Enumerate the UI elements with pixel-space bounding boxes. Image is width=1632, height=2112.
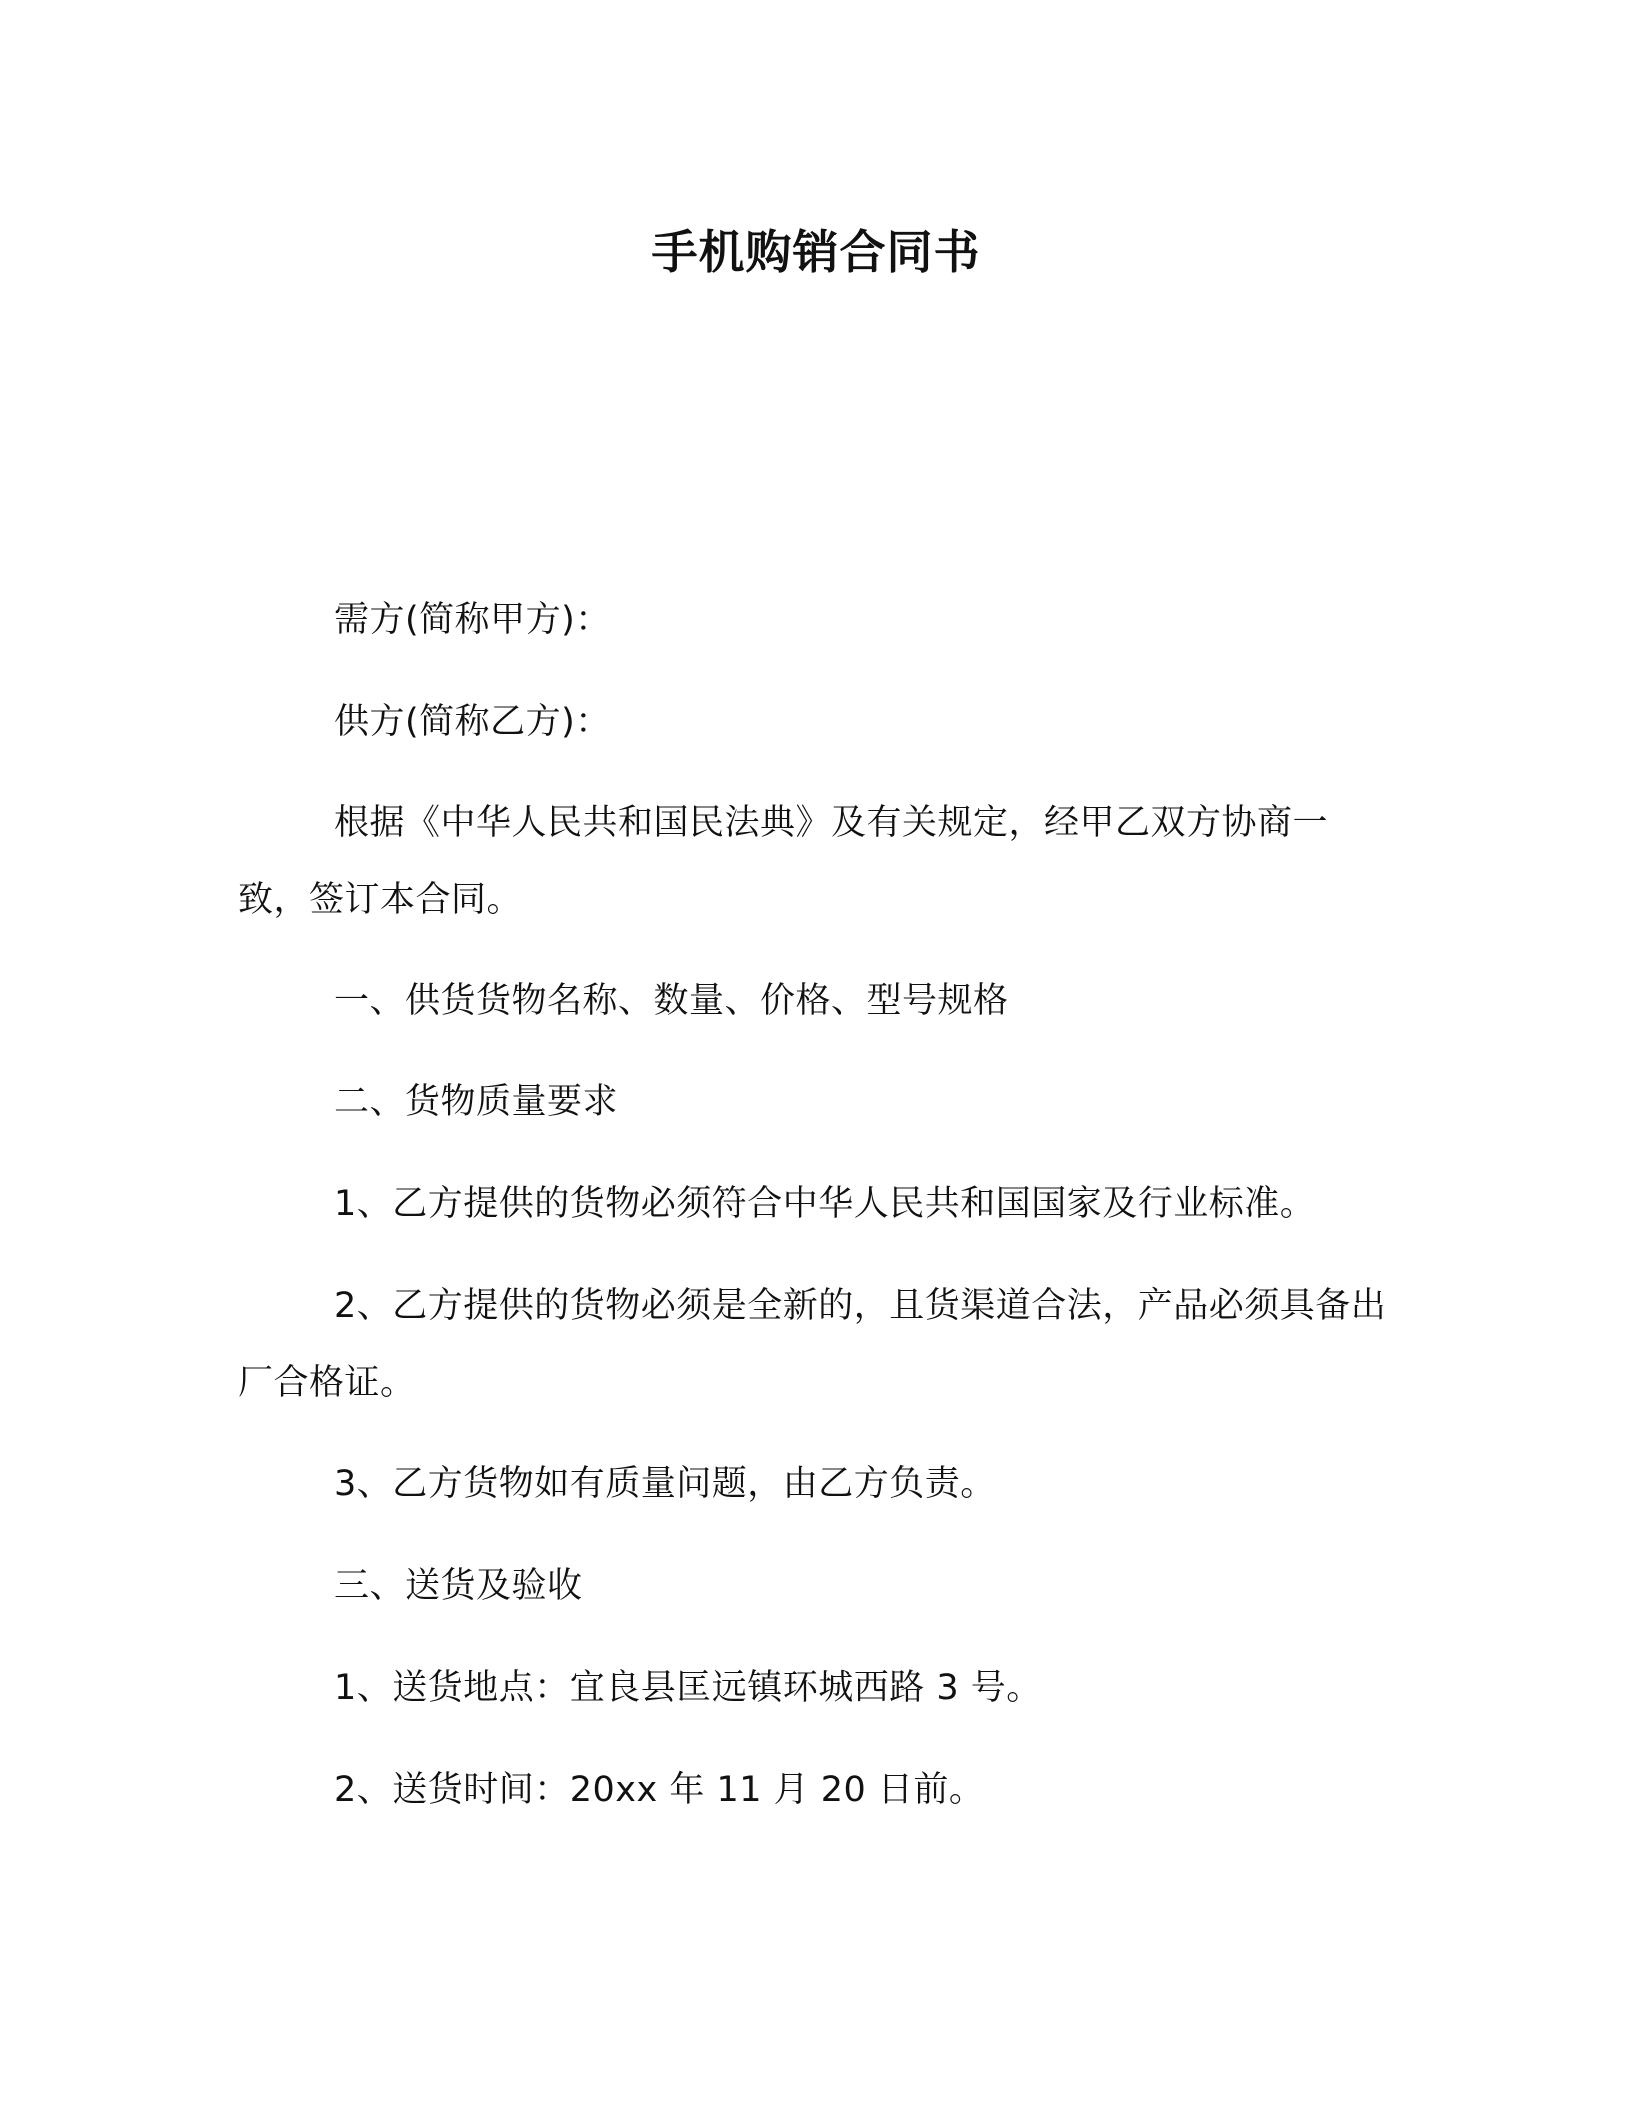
- delivery-time: 2、送货时间：20xx 年 11 月 20 日前。: [334, 1770, 985, 1810]
- party-a-line: 需方(简称甲方)：: [334, 600, 611, 640]
- quality-clause-1: 1、乙方提供的货物必须符合中华人民共和国国家及行业标准。: [334, 1184, 1316, 1224]
- document-title: 手机购销合同书: [651, 225, 981, 279]
- section-1-heading: 一、供货货物名称、数量、价格、型号规格: [334, 981, 1009, 1021]
- section-2-heading: 二、货物质量要求: [334, 1082, 619, 1122]
- delivery-location: 1、送货地点：宜良县匡远镇环城西路 3 号。: [334, 1668, 1042, 1708]
- section-3-heading: 三、送货及验收: [334, 1566, 583, 1606]
- preamble-paragraph: 根据《中华人民共和国民法典》及有关规定，经甲乙双方协商一致，签订本合同。: [238, 803, 1329, 920]
- quality-clause-3: 3、乙方货物如有质量问题，由乙方负责。: [334, 1464, 996, 1504]
- party-b-line: 供方(简称乙方)：: [334, 702, 611, 742]
- quality-clause-2: 2、乙方提供的货物必须是全新的，且货渠道合法，产品必须具备出厂合格证。: [238, 1286, 1387, 1403]
